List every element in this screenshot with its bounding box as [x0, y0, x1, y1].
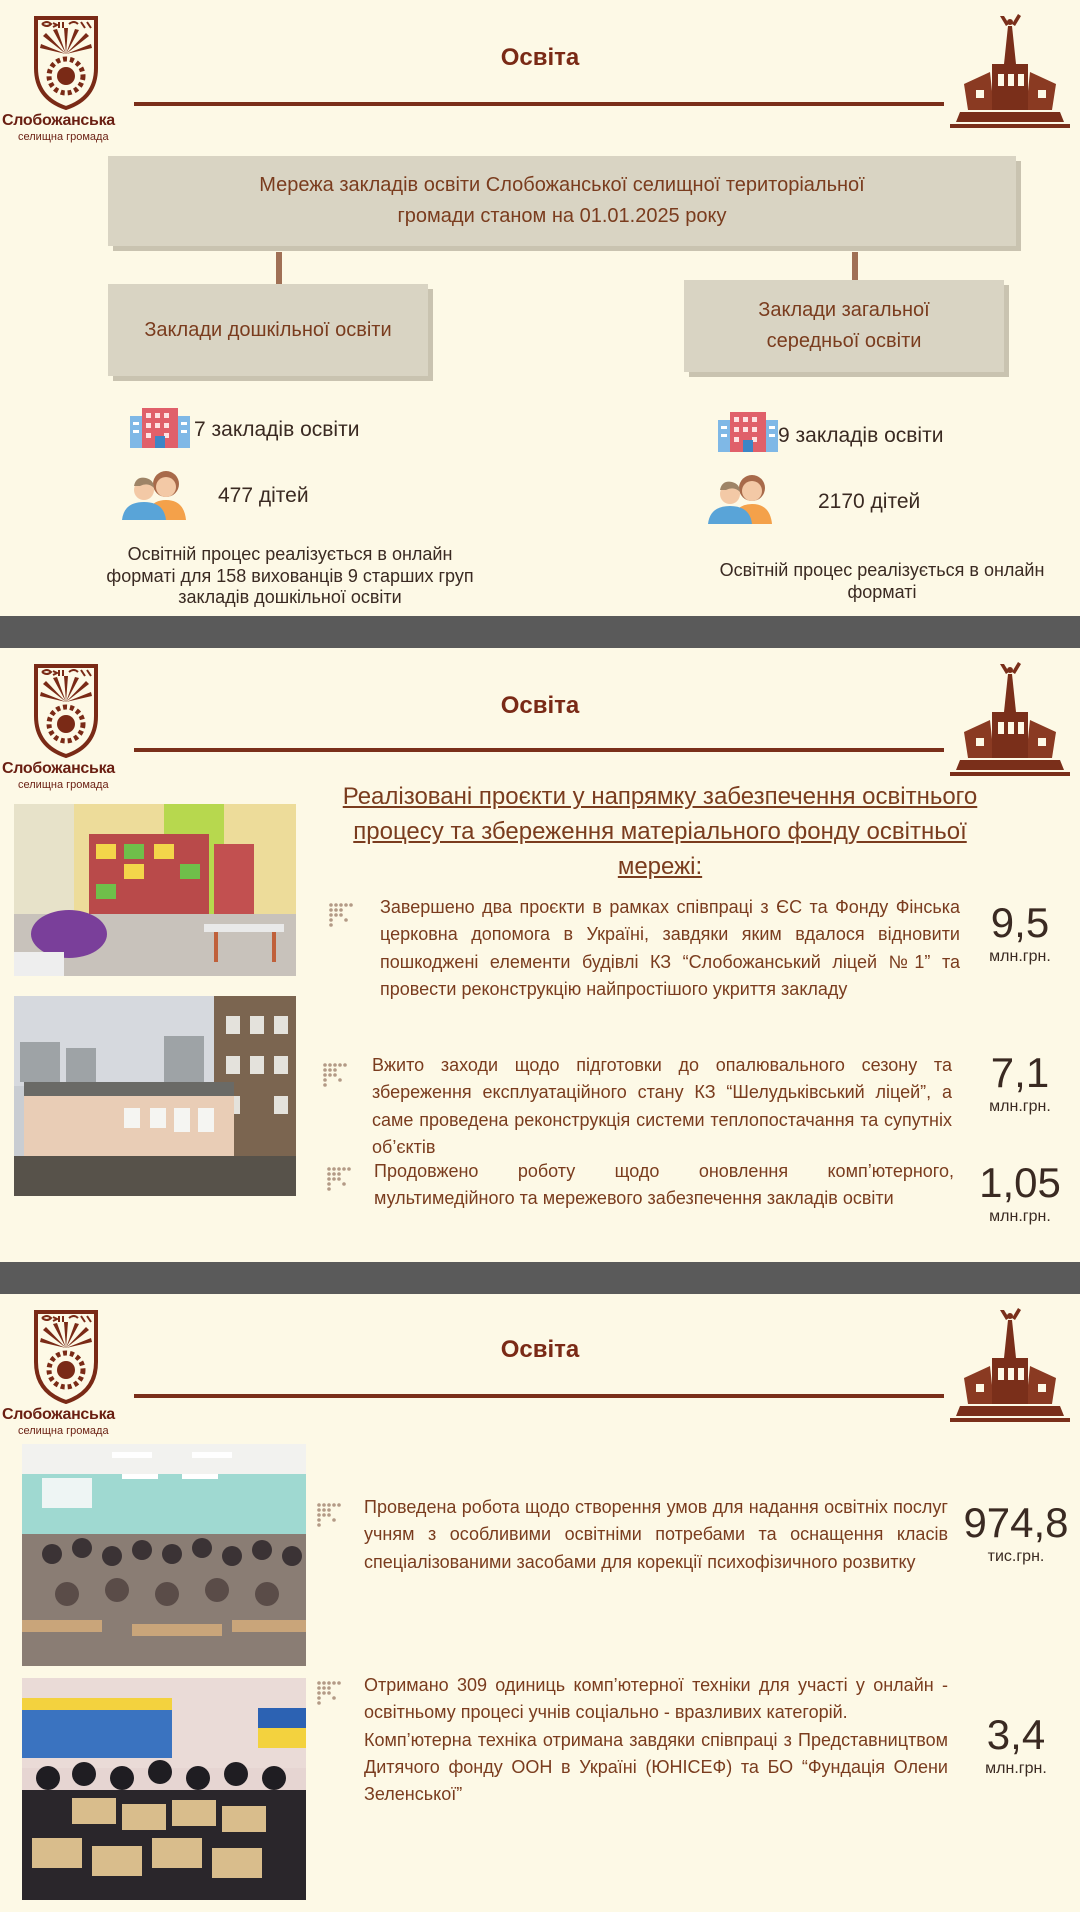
logo-subtitle: селищна громада — [18, 779, 109, 791]
logo-name: Слобожанська — [2, 760, 115, 777]
bullet-icon — [316, 1502, 344, 1528]
bullet-icon — [316, 1680, 344, 1706]
coat-of-arms-icon — [33, 1308, 99, 1404]
preschool-institutions: 7 закладів освіти — [194, 418, 360, 441]
connector-line — [852, 252, 858, 282]
preschool-box: Заклади дошкільної освіти — [108, 284, 428, 376]
slide-title: Освіта — [500, 692, 580, 719]
title-divider — [134, 748, 944, 752]
amount-value: 974,8 — [963, 1499, 1069, 1546]
secondary-institutions: 9 закладів освіти — [778, 424, 944, 447]
amount-value: 1,05 — [979, 1159, 1061, 1206]
project-text: Продовжено роботу щодо оновлення комп’ютерного, мультимедійного та мережевого забезпечення закладів освіти — [374, 1161, 954, 1209]
monument-icon — [946, 660, 1074, 780]
bullet-icon — [326, 1166, 354, 1192]
logo-subtitle: селищна громада — [18, 1425, 109, 1437]
project-amount — [960, 899, 1080, 966]
slide-education-network — [0, 0, 1080, 616]
coat-of-arms-icon — [33, 662, 99, 758]
slide-education-projects — [0, 648, 1080, 1262]
logo-name: Слобожанська — [2, 112, 115, 129]
logo-name: Слобожанська — [2, 1406, 115, 1423]
amount-unit: тис.грн. — [987, 1548, 1045, 1565]
network-title-box: Мережа закладів освіти Слобожанської селищної територіальної громади станом на 01.01.2025 року — [108, 156, 1016, 246]
classroom-photo — [14, 804, 296, 976]
classroom-photo-image — [14, 804, 296, 976]
bullet-icon — [322, 1062, 350, 1088]
logo — [0, 1308, 132, 1438]
title-divider — [134, 102, 944, 106]
project-amount — [960, 1159, 1080, 1226]
school-building-photo — [14, 996, 296, 1196]
amount-unit: млн.грн. — [985, 1760, 1047, 1777]
logo — [0, 14, 132, 144]
school-building-photo-image — [14, 996, 296, 1196]
support-text: Отримано 309 одиниць комп’ютерної техніки для участі у онлайн - освітньому процесі учнів соціально - вразливих категорій. Комп’ютерна техніка отримана завдяки співпраці з Представництвом Дитячого фонду ООН в Україні (ЮНІСЕФ) та БО “Фундація Олени Зеленської” — [364, 1675, 948, 1805]
connector-line — [276, 252, 282, 286]
children-icon — [122, 464, 192, 520]
class-students-photo-image — [22, 1444, 306, 1666]
amount-unit: млн.грн. — [989, 948, 1051, 965]
support-text: Проведена робота щодо створення умов для надання освітніх послуг учням з особливими освітніми потребами та оснащення класів спеціалізованими засобами для корекції психофізичного розвитку — [364, 1497, 948, 1572]
coat-of-arms-icon — [33, 14, 99, 110]
amount-value: 3,4 — [986, 1711, 1046, 1758]
logo — [0, 662, 132, 792]
preschool-note: Освітній процес реалізується в онлайн форматі для 158 вихованців 9 старших груп закладів дошкільної освіти — [106, 544, 474, 608]
laptops-students-photo — [22, 1678, 306, 1900]
project-text: Завершено два проєкти в рамках співпраці з ЄС та Фонду Фінська церковна допомога в Україні, завдяки яким вдалося відновити пошкоджені елементи будівлі КЗ “Слобожанський ліцей №1” та провести реконструкцію найпростішого укриття закладу — [380, 897, 960, 1000]
secondary-note: Освітній процес реалізується в онлайн форматі — [719, 560, 1045, 602]
secondary-school-box: Заклади загальної середньої освіти — [684, 280, 1004, 372]
amount-unit: млн.грн. — [989, 1208, 1051, 1225]
projects-heading: Реалізовані проєкти у напрямку забезпечення освітнього процесу та збереження матеріального фонду освітньої мережі: — [342, 783, 978, 880]
amount-value: 9,5 — [990, 899, 1050, 946]
support-amount — [952, 1499, 1080, 1566]
slide-education-support — [0, 1294, 1080, 1912]
secondary-children: 2170 дітей — [818, 490, 921, 513]
class-students-photo — [22, 1444, 306, 1666]
slide-title: Освіта — [500, 44, 580, 71]
project-text: Вжито заходи щодо підготовки до опалювального сезону та збереження експлуатаційного стану КЗ “Шелудьківський ліцей”, а саме проведена реконструкція системи теплопостачання та супутніх об’єктів — [372, 1055, 952, 1158]
children-icon — [708, 468, 778, 524]
laptops-students-photo-image — [22, 1678, 306, 1900]
building-icon — [130, 408, 190, 448]
monument-icon — [946, 1306, 1074, 1426]
preschool-children: 477 дітей — [218, 484, 309, 507]
amount-unit: млн.грн. — [989, 1098, 1051, 1115]
project-amount — [960, 1049, 1080, 1116]
monument-icon — [946, 12, 1074, 132]
title-divider — [134, 1394, 944, 1398]
support-amount — [952, 1711, 1080, 1778]
building-icon — [718, 412, 778, 452]
amount-value: 7,1 — [990, 1049, 1050, 1096]
logo-subtitle: селищна громада — [18, 131, 109, 143]
slide-title: Освіта — [500, 1336, 580, 1363]
bullet-icon — [328, 902, 356, 928]
